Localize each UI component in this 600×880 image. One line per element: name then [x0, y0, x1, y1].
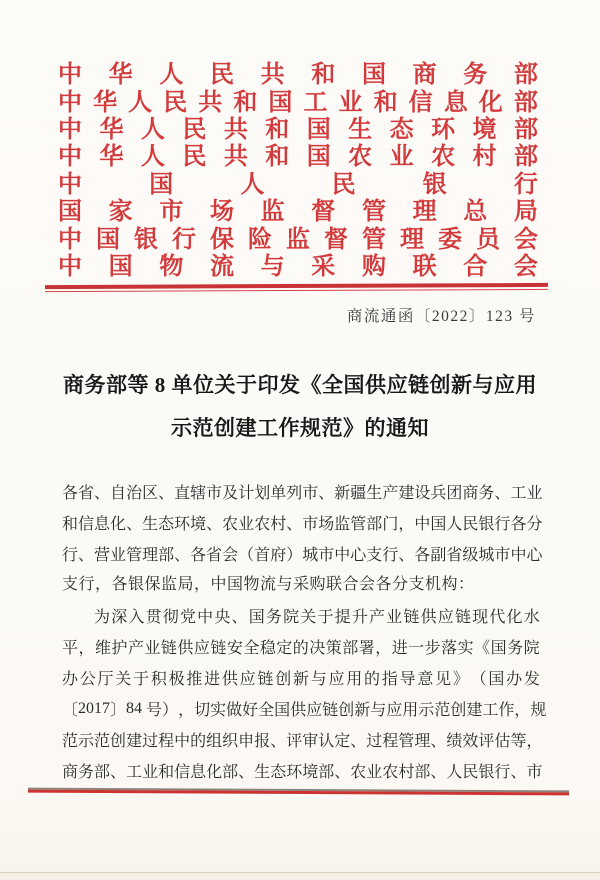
- letterhead-line-cbirc: 中 国 银 行 保 险 监 督 管 理 委 员 会: [58, 226, 538, 253]
- body-text: [62, 476, 547, 786]
- footer-divider: [28, 788, 569, 795]
- scan-bottom-edge: [0, 872, 600, 880]
- document-number: 商流通函〔2022〕123 号: [346, 308, 536, 325]
- body-line: 和 信 息 化 、 生 态 环 境 、 农 业 农 村 、 市 场 监 管 部 门 ， 中 国 人 民 银 行 各 分: [62, 516, 543, 533]
- title-line-1: 商务部等 8 单位关于印发《全国供应链创新与应用: [63, 373, 537, 397]
- letterhead: [58, 58, 538, 280]
- body-line: 支行，各银保监局，中国物流与采购联合会各分支机构：: [62, 576, 475, 593]
- body-line: 〔 2017 〕 84 号 ） ， 切 实 做 好 全 国 供 应 链 创 新 与 应 用 示 范 创 建 工 作 ， 规: [62, 699, 547, 719]
- letterhead-line-samr: 国 家 市 场 监 督 管 理 总 局: [58, 199, 538, 226]
- title-line-2: 示范创建工作规范》的通知: [171, 416, 429, 440]
- body-line: 行 、 营 业 管 理 部 、 各 省 会 （ 首 府 ） 城 市 中 心 支 行 、 各 副 省 级 城 市 中 心: [62, 547, 543, 564]
- body-line: 范 示 范 创 建 过 程 中 的 组 织 申 报 、 评 审 认 定 、 过 程 管 理 、 绩 效 评 估 等 ，: [62, 733, 543, 750]
- letterhead-line-moa: 中 华 人 民 共 和 国 农 业 农 村 部: [58, 144, 538, 171]
- letterhead-line-pboc: 中 国 人 民 银 行: [58, 171, 538, 198]
- body-line: 为 深 入 贯 彻 党 中 央 、 国 务 院 关 于 提 升 产 业 链 供 应 链 现 代 化 水: [94, 609, 540, 626]
- body-line: 办 公 厅 关 于 积 极 推 进 供 应 链 创 新 与 应 用 的 指 导 意 见 》 （ 国 办 发: [62, 671, 540, 688]
- letterhead-line-mee: 中 华 人 民 共 和 国 生 态 环 境 部: [58, 116, 538, 143]
- letterhead-line-miit: 中 华 人 民 共 和 国 工 业 和 信 息 化 部: [58, 89, 538, 116]
- body-line: 平 ， 维 护 产 业 链 供 应 链 安 全 稳 定 的 决 策 部 署 ， 进 一 步 落 实 《 国 务 院: [62, 640, 540, 657]
- document-title: [30, 364, 570, 450]
- body-line: 各 省 、 自 治 区 、 直 辖 市 及 计 划 单 列 市 、 新 疆 生 产 建 设 兵 团 商 务 、 工 业: [62, 485, 543, 502]
- body-line: 商 务 部 、 工 业 和 信 息 化 部 、 生 态 环 境 部 、 农 业 农 村 部 、 人 民 银 行 、 市: [62, 764, 543, 781]
- letterhead-divider: [45, 283, 548, 292]
- letterhead-line-mofcom: 中 华 人 民 共 和 国 商 务 部: [58, 62, 538, 89]
- letterhead-line-cflp: 中 国 物 流 与 采 购 联 合 会: [58, 253, 538, 280]
